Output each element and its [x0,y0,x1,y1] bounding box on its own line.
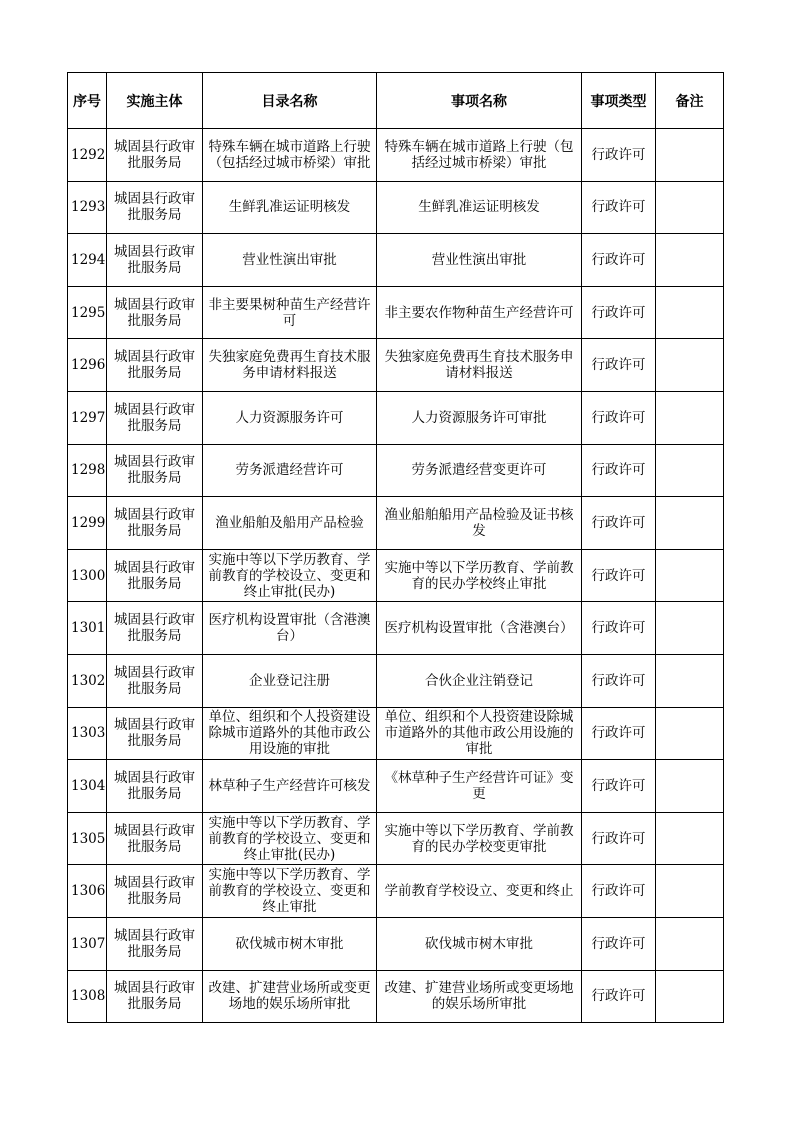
table-row [68,549,724,602]
approval-items-table [67,72,724,1023]
cell-item-name: 实施中等以下学历教育、学前教育的民办学校变更审批 [377,812,582,865]
cell-item-name: 失独家庭免费再生育技术服务申请材料报送 [377,339,582,392]
cell-remarks [656,970,724,1023]
cell-remarks [656,707,724,760]
cell-serial-no: 1296 [68,339,107,392]
cell-remarks [656,654,724,707]
cell-catalog-name: 人力资源服务许可 [203,391,377,444]
table-row [68,286,724,339]
cell-item-type: 行政许可 [582,654,656,707]
cell-item-type: 行政许可 [582,549,656,602]
table-row [68,812,724,865]
cell-item-name: 人力资源服务许可审批 [377,391,582,444]
cell-item-name: 学前教育学校设立、变更和终止 [377,865,582,918]
cell-item-name: 劳务派遣经营变更许可 [377,444,582,497]
cell-serial-no: 1295 [68,286,107,339]
header-implementing-body: 实施主体 [107,73,203,129]
cell-catalog-name: 企业登记注册 [203,654,377,707]
cell-item-type: 行政许可 [582,234,656,287]
cell-item-type: 行政许可 [582,391,656,444]
cell-item-name: 砍伐城市树木审批 [377,917,582,970]
cell-item-type: 行政许可 [582,444,656,497]
cell-implementing-body: 城固县行政审批服务局 [107,234,203,287]
table-row [68,181,724,234]
cell-catalog-name: 特殊车辆在城市道路上行驶（包括经过城市桥梁）审批 [203,129,377,182]
header-remarks: 备注 [656,73,724,129]
cell-remarks [656,917,724,970]
cell-serial-no: 1292 [68,129,107,182]
table-header-row [68,73,724,129]
cell-remarks [656,865,724,918]
cell-catalog-name: 实施中等以下学历教育、学前教育的学校设立、变更和终止审批(民办) [203,812,377,865]
cell-remarks [656,444,724,497]
cell-item-name: 营业性演出审批 [377,234,582,287]
header-serial-no: 序号 [68,73,107,129]
cell-remarks [656,760,724,813]
cell-remarks [656,129,724,182]
table-row [68,654,724,707]
cell-remarks [656,391,724,444]
cell-serial-no: 1302 [68,654,107,707]
cell-implementing-body: 城固县行政审批服务局 [107,391,203,444]
cell-item-type: 行政许可 [582,707,656,760]
cell-remarks [656,181,724,234]
cell-implementing-body: 城固县行政审批服务局 [107,497,203,550]
cell-implementing-body: 城固县行政审批服务局 [107,339,203,392]
cell-catalog-name: 非主要果树种苗生产经营许可 [203,286,377,339]
header-item-type: 事项类型 [582,73,656,129]
cell-item-type: 行政许可 [582,286,656,339]
cell-remarks [656,549,724,602]
cell-remarks [656,234,724,287]
cell-catalog-name: 营业性演出审批 [203,234,377,287]
table-row [68,444,724,497]
cell-item-type: 行政许可 [582,970,656,1023]
cell-serial-no: 1294 [68,234,107,287]
cell-catalog-name: 林草种子生产经营许可核发 [203,760,377,813]
table-row [68,391,724,444]
cell-item-type: 行政许可 [582,812,656,865]
table-row [68,602,724,655]
table-row [68,865,724,918]
cell-serial-no: 1306 [68,865,107,918]
cell-item-type: 行政许可 [582,865,656,918]
cell-serial-no: 1304 [68,760,107,813]
cell-serial-no: 1301 [68,602,107,655]
cell-serial-no: 1300 [68,549,107,602]
cell-catalog-name: 砍伐城市树木审批 [203,917,377,970]
cell-item-name: 特殊车辆在城市道路上行驶（包括经过城市桥梁）审批 [377,129,582,182]
cell-implementing-body: 城固县行政审批服务局 [107,654,203,707]
table-body [68,129,724,1023]
cell-implementing-body: 城固县行政审批服务局 [107,181,203,234]
cell-item-type: 行政许可 [582,339,656,392]
cell-item-type: 行政许可 [582,497,656,550]
table-row [68,234,724,287]
cell-item-type: 行政许可 [582,917,656,970]
cell-remarks [656,497,724,550]
cell-remarks [656,602,724,655]
cell-serial-no: 1303 [68,707,107,760]
cell-catalog-name: 失独家庭免费再生育技术服务申请材料报送 [203,339,377,392]
cell-item-name: 《林草种子生产经营许可证》变更 [377,760,582,813]
cell-catalog-name: 单位、组织和个人投资建设除城市道路外的其他市政公用设施的审批 [203,707,377,760]
table-row [68,970,724,1023]
cell-implementing-body: 城固县行政审批服务局 [107,707,203,760]
cell-remarks [656,286,724,339]
cell-item-name: 合伙企业注销登记 [377,654,582,707]
cell-serial-no: 1298 [68,444,107,497]
cell-implementing-body: 城固县行政审批服务局 [107,602,203,655]
cell-implementing-body: 城固县行政审批服务局 [107,760,203,813]
cell-serial-no: 1308 [68,970,107,1023]
header-catalog-name: 目录名称 [203,73,377,129]
cell-remarks [656,339,724,392]
cell-implementing-body: 城固县行政审批服务局 [107,549,203,602]
cell-catalog-name: 生鲜乳准运证明核发 [203,181,377,234]
cell-serial-no: 1297 [68,391,107,444]
cell-implementing-body: 城固县行政审批服务局 [107,917,203,970]
cell-catalog-name: 劳务派遣经营许可 [203,444,377,497]
cell-serial-no: 1307 [68,917,107,970]
cell-implementing-body: 城固县行政审批服务局 [107,444,203,497]
cell-implementing-body: 城固县行政审批服务局 [107,286,203,339]
cell-item-name: 实施中等以下学历教育、学前教育的民办学校终止审批 [377,549,582,602]
cell-catalog-name: 改建、扩建营业场所或变更场地的娱乐场所审批 [203,970,377,1023]
table-row [68,917,724,970]
cell-item-name: 渔业船舶船用产品检验及证书核发 [377,497,582,550]
table-row [68,339,724,392]
table-row [68,707,724,760]
cell-implementing-body: 城固县行政审批服务局 [107,970,203,1023]
cell-item-type: 行政许可 [582,760,656,813]
cell-implementing-body: 城固县行政审批服务局 [107,129,203,182]
table-row [68,497,724,550]
cell-item-name: 改建、扩建营业场所或变更场地的娱乐场所审批 [377,970,582,1023]
cell-item-type: 行政许可 [582,602,656,655]
cell-serial-no: 1293 [68,181,107,234]
cell-implementing-body: 城固县行政审批服务局 [107,812,203,865]
cell-item-name: 生鲜乳准运证明核发 [377,181,582,234]
cell-catalog-name: 实施中等以下学历教育、学前教育的学校设立、变更和终止审批(民办) [203,549,377,602]
table-row [68,760,724,813]
table-row [68,129,724,182]
cell-item-name: 非主要农作物种苗生产经营许可 [377,286,582,339]
cell-serial-no: 1305 [68,812,107,865]
header-item-name: 事项名称 [377,73,582,129]
cell-serial-no: 1299 [68,497,107,550]
cell-implementing-body: 城固县行政审批服务局 [107,865,203,918]
cell-catalog-name: 医疗机构设置审批（含港澳台） [203,602,377,655]
cell-remarks [656,812,724,865]
cell-item-name: 单位、组织和个人投资建设除城市道路外的其他市政公用设施的审批 [377,707,582,760]
cell-catalog-name: 实施中等以下学历教育、学前教育的学校设立、变更和终止审批 [203,865,377,918]
cell-item-type: 行政许可 [582,129,656,182]
cell-item-type: 行政许可 [582,181,656,234]
cell-catalog-name: 渔业船舶及船用产品检验 [203,497,377,550]
cell-item-name: 医疗机构设置审批（含港澳台） [377,602,582,655]
